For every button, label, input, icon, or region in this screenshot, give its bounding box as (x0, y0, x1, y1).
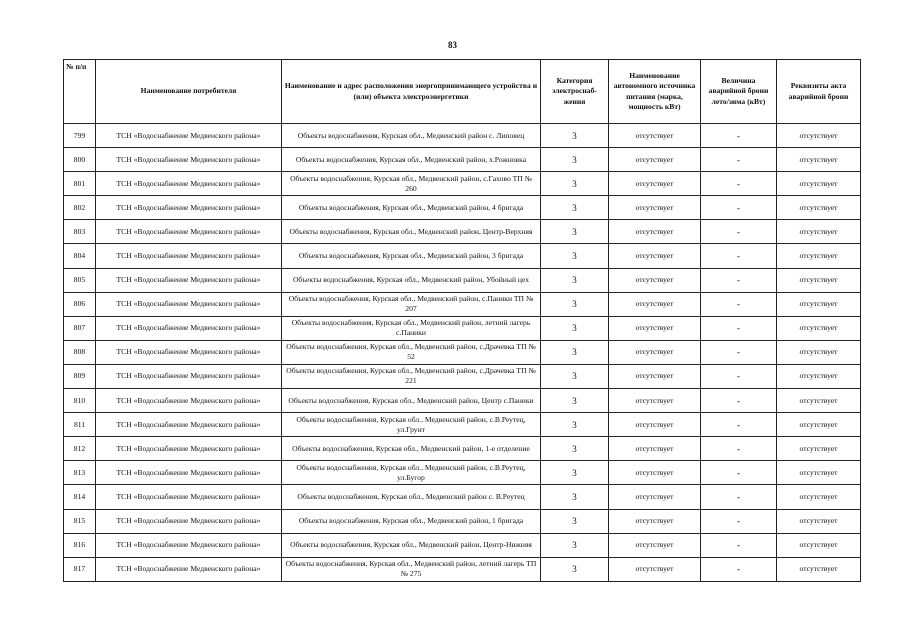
object-address: Объекты водоснабжения, Курская обл., Медвенский район, летний лагерь ТП № 275 (282, 557, 541, 581)
reserve-act: отсутствует (777, 244, 861, 268)
object-address: Объекты водоснабжения, Курская обл., Медвенский район, Центр-Верхняя (282, 220, 541, 244)
object-address: Объекты водоснабжения, Курская обл., Медвенский район, Центр с.Паники (282, 389, 541, 413)
table-row (64, 437, 861, 461)
emergency-reserve: - (701, 437, 777, 461)
consumer-name: ТСН «Водоснабжение Медвенского района» (96, 268, 282, 292)
supply-category: 3 (541, 268, 609, 292)
object-address: Объекты водоснабжения, Курская обл., Медвенский район с. В.Реутец (282, 485, 541, 509)
object-address: Объекты водоснабжения, Курская обл., Медвенский район, с.Паники ТП № 207 (282, 292, 541, 316)
reserve-act: отсутствует (777, 485, 861, 509)
header-reserve-act: Реквизиты акта аварийной брони (777, 60, 861, 124)
object-address: Объекты водоснабжения, Курская обл., Медвенский район с. Липовец (282, 124, 541, 148)
power-source: отсутствует (609, 172, 701, 196)
object-address: Объекты водоснабжения, Курская обл., Медвенский район, с.В.Реутец, ул.Бугор (282, 461, 541, 485)
power-source: отсутствует (609, 364, 701, 388)
supply-category: 3 (541, 292, 609, 316)
reserve-act: отсутствует (777, 364, 861, 388)
supply-category: 3 (541, 220, 609, 244)
table-row (64, 172, 861, 196)
consumer-name: ТСН «Водоснабжение Медвенского района» (96, 413, 282, 437)
reserve-act: отсутствует (777, 124, 861, 148)
consumer-name: ТСН «Водоснабжение Медвенского района» (96, 437, 282, 461)
emergency-reserve: - (701, 533, 777, 557)
emergency-reserve: - (701, 389, 777, 413)
consumer-name: ТСН «Водоснабжение Медвенского района» (96, 172, 282, 196)
header-row (64, 60, 861, 124)
reserve-act: отсутствует (777, 389, 861, 413)
row-number: 807 (64, 316, 96, 340)
consumer-name: ТСН «Водоснабжение Медвенского района» (96, 557, 282, 581)
object-address: Объекты водоснабжения, Курская обл., Медвенский район, летний лагерь с.Паники (282, 316, 541, 340)
reserve-act: отсутствует (777, 316, 861, 340)
header-category: Категория электроснаб-жения (541, 60, 609, 124)
reserve-act: отсутствует (777, 292, 861, 316)
row-number: 800 (64, 148, 96, 172)
consumer-name: ТСН «Водоснабжение Медвенского района» (96, 533, 282, 557)
power-source: отсутствует (609, 413, 701, 437)
row-number: 804 (64, 244, 96, 268)
power-source: отсутствует (609, 148, 701, 172)
header-emergency-reserve: Величина аварийной брони лето/зима (кВт) (701, 60, 777, 124)
row-number: 799 (64, 124, 96, 148)
header-number: № п/п (64, 60, 96, 124)
emergency-reserve: - (701, 196, 777, 220)
table-row (64, 220, 861, 244)
emergency-reserve: - (701, 268, 777, 292)
table-header (64, 60, 861, 124)
supply-category: 3 (541, 196, 609, 220)
supply-category: 3 (541, 485, 609, 509)
reserve-act: отсутствует (777, 413, 861, 437)
reserve-act: отсутствует (777, 220, 861, 244)
object-address: Объекты водоснабжения, Курская обл., Медвенский район, 4 бригада (282, 196, 541, 220)
header-power-source: Наименование автономного источника питания (марка, мощность кВт) (609, 60, 701, 124)
emergency-reserve: - (701, 509, 777, 533)
supply-category: 3 (541, 316, 609, 340)
table-row (64, 389, 861, 413)
row-number: 816 (64, 533, 96, 557)
row-number: 806 (64, 292, 96, 316)
supply-category: 3 (541, 413, 609, 437)
table-row (64, 268, 861, 292)
row-number: 812 (64, 437, 96, 461)
object-address: Объекты водоснабжения, Курская обл., Медвенский район, 3 бригада (282, 244, 541, 268)
supply-category: 3 (541, 533, 609, 557)
row-number: 803 (64, 220, 96, 244)
supply-category: 3 (541, 244, 609, 268)
power-source: отсутствует (609, 437, 701, 461)
power-source: отсутствует (609, 485, 701, 509)
object-address: Объекты водоснабжения, Курская обл., Медвенский район, 1 бригада (282, 509, 541, 533)
supply-category: 3 (541, 461, 609, 485)
power-source: отсутствует (609, 268, 701, 292)
object-address: Объекты водоснабжения, Курская обл., Медвенский район, Центр-Нижняя (282, 533, 541, 557)
supply-category: 3 (541, 437, 609, 461)
table-row (64, 316, 861, 340)
consumer-name: ТСН «Водоснабжение Медвенского района» (96, 124, 282, 148)
reserve-act: отсутствует (777, 533, 861, 557)
emergency-reserve: - (701, 220, 777, 244)
emergency-reserve: - (701, 364, 777, 388)
power-source: отсутствует (609, 389, 701, 413)
table-row (64, 364, 861, 388)
header-consumer: Наименование потребителя (96, 60, 282, 124)
table-row (64, 340, 861, 364)
emergency-reserve: - (701, 557, 777, 581)
row-number: 817 (64, 557, 96, 581)
supply-category: 3 (541, 509, 609, 533)
table-row (64, 413, 861, 437)
power-source: отсутствует (609, 340, 701, 364)
header-object: Наименование и адрес расположения энергопринимающего устройства и (или) объекта электроэнергетики (282, 60, 541, 124)
table-row (64, 557, 861, 581)
page-number: 83 (448, 40, 457, 50)
table-row (64, 196, 861, 220)
emergency-reserve: - (701, 148, 777, 172)
consumer-name: ТСН «Водоснабжение Медвенского района» (96, 509, 282, 533)
power-source: отсутствует (609, 461, 701, 485)
supply-category: 3 (541, 124, 609, 148)
power-source: отсутствует (609, 533, 701, 557)
supply-category: 3 (541, 172, 609, 196)
row-number: 810 (64, 389, 96, 413)
supply-category: 3 (541, 364, 609, 388)
supply-category: 3 (541, 340, 609, 364)
table-row (64, 533, 861, 557)
consumer-name: ТСН «Водоснабжение Медвенского района» (96, 364, 282, 388)
table-row (64, 244, 861, 268)
object-address: Объекты водоснабжения, Курская обл., Медвенский район, с.В.Реутец, ул.Грунт (282, 413, 541, 437)
power-source: отсутствует (609, 196, 701, 220)
emergency-reserve: - (701, 172, 777, 196)
table-row (64, 461, 861, 485)
reserve-act: отсутствует (777, 340, 861, 364)
reserve-act: отсутствует (777, 172, 861, 196)
reserve-act: отсутствует (777, 268, 861, 292)
emergency-reserve: - (701, 292, 777, 316)
row-number: 801 (64, 172, 96, 196)
row-number: 814 (64, 485, 96, 509)
row-number: 813 (64, 461, 96, 485)
consumer-name: ТСН «Водоснабжение Медвенского района» (96, 485, 282, 509)
reserve-act: отсутствует (777, 148, 861, 172)
object-address: Объекты водоснабжения, Курская обл., Медвенский район, с.Гахово ТП № 260 (282, 172, 541, 196)
power-source: отсутствует (609, 244, 701, 268)
power-source: отсутствует (609, 557, 701, 581)
row-number: 809 (64, 364, 96, 388)
row-number: 805 (64, 268, 96, 292)
emergency-reserve: - (701, 316, 777, 340)
table-row (64, 148, 861, 172)
table-body (64, 124, 861, 582)
power-source: отсутствует (609, 124, 701, 148)
power-source: отсутствует (609, 509, 701, 533)
emergency-reserve: - (701, 461, 777, 485)
emergency-reserve: - (701, 413, 777, 437)
object-address: Объекты водоснабжения, Курская обл., Медвенский район, х.Рожновка (282, 148, 541, 172)
object-address: Объекты водоснабжения, Курская обл., Медвенский район, Убойный цех (282, 268, 541, 292)
emergency-reserve: - (701, 124, 777, 148)
reserve-act: отсутствует (777, 509, 861, 533)
consumer-name: ТСН «Водоснабжение Медвенского района» (96, 148, 282, 172)
consumer-name: ТСН «Водоснабжение Медвенского района» (96, 244, 282, 268)
reserve-act: отсутствует (777, 461, 861, 485)
consumer-name: ТСН «Водоснабжение Медвенского района» (96, 196, 282, 220)
reserve-act: отсутствует (777, 557, 861, 581)
row-number: 811 (64, 413, 96, 437)
object-address: Объекты водоснабжения, Курская обл., Медвенский район, с.Драчевка ТП № 52 (282, 340, 541, 364)
object-address: Объекты водоснабжения, Курская обл., Медвенский район, 1-е отделение (282, 437, 541, 461)
consumer-table (63, 59, 861, 582)
table-row (64, 292, 861, 316)
power-source: отсутствует (609, 292, 701, 316)
consumer-name: ТСН «Водоснабжение Медвенского района» (96, 340, 282, 364)
table-row (64, 485, 861, 509)
emergency-reserve: - (701, 244, 777, 268)
supply-category: 3 (541, 148, 609, 172)
table-row (64, 124, 861, 148)
supply-category: 3 (541, 557, 609, 581)
consumer-name: ТСН «Водоснабжение Медвенского района» (96, 461, 282, 485)
supply-category: 3 (541, 389, 609, 413)
reserve-act: отсутствует (777, 437, 861, 461)
power-source: отсутствует (609, 316, 701, 340)
reserve-act: отсутствует (777, 196, 861, 220)
object-address: Объекты водоснабжения, Курская обл., Медвенский район, с.Драчевка ТП № 221 (282, 364, 541, 388)
row-number: 815 (64, 509, 96, 533)
consumer-name: ТСН «Водоснабжение Медвенского района» (96, 316, 282, 340)
consumer-name: ТСН «Водоснабжение Медвенского района» (96, 220, 282, 244)
emergency-reserve: - (701, 485, 777, 509)
emergency-reserve: - (701, 340, 777, 364)
row-number: 802 (64, 196, 96, 220)
power-source: отсутствует (609, 220, 701, 244)
consumer-name: ТСН «Водоснабжение Медвенского района» (96, 292, 282, 316)
consumer-name: ТСН «Водоснабжение Медвенского района» (96, 389, 282, 413)
table-row (64, 509, 861, 533)
row-number: 808 (64, 340, 96, 364)
